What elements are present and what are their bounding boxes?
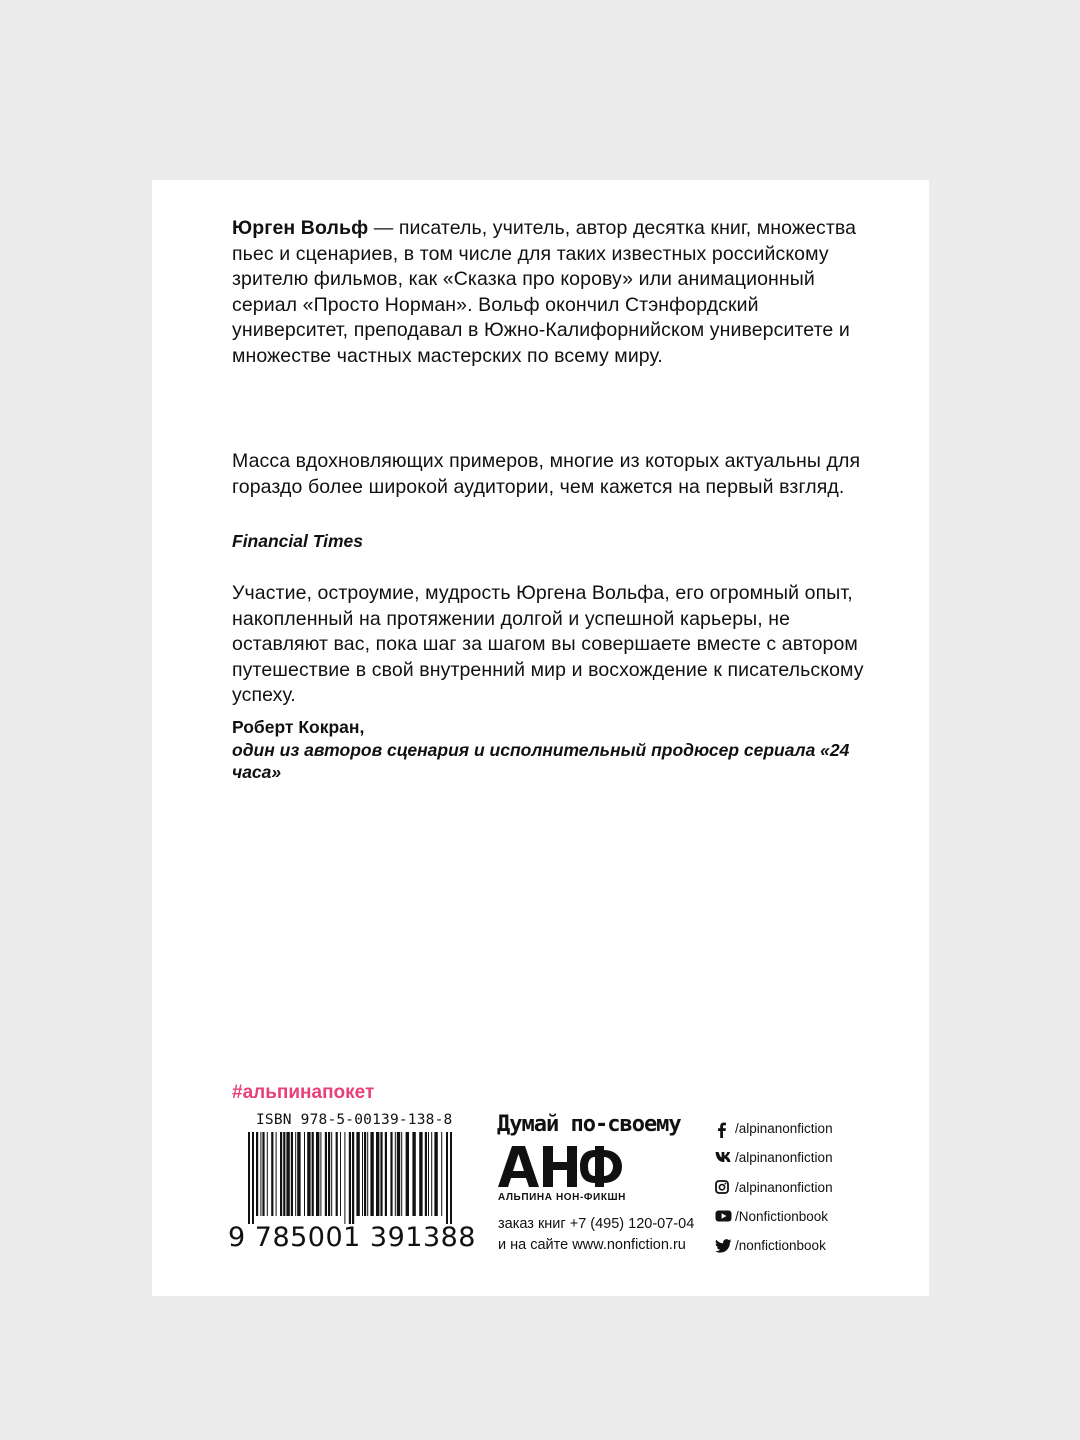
publisher-name: АЛЬПИНА НОН-ФИКШН bbox=[498, 1192, 626, 1203]
twitter-icon bbox=[715, 1239, 732, 1253]
social-handle: /alpinanonfiction bbox=[735, 1121, 833, 1137]
order-phone: заказ книг +7 (495) 120-07-04 bbox=[498, 1216, 695, 1232]
instagram-icon bbox=[715, 1180, 732, 1194]
review-quote-1: Масса вдохновляющих примеров, многие из которых актуальны для гораздо более широкой аудитории, чем кажется на первый взгляд. bbox=[232, 450, 861, 498]
book-back-cover bbox=[152, 180, 929, 1296]
author-name: Юрген Вольф bbox=[232, 217, 369, 239]
social-handle: /alpinanonfiction bbox=[735, 1179, 833, 1195]
barcode-bars bbox=[230, 1132, 470, 1224]
publisher-logo bbox=[498, 1146, 622, 1188]
order-website: и на сайте www.nonfiction.ru bbox=[498, 1237, 686, 1253]
author-bio-text: — писатель, учитель, автор десятка книг, множества пьес и сценариев, в том числе для таких известных российскому зрителю фильмов, как «Сказка про корову» или анимационный сериал «Просто Норман». Вольф окончил Стэнфордский университет, преподавал в Южно-Калифорнийском университете и множестве частных мастерских по всему миру. bbox=[232, 217, 857, 367]
review-source-2-role: один из авторов сценария и исполнительный продюсер сериала «24 часа» bbox=[232, 739, 850, 782]
facebook-icon bbox=[715, 1122, 732, 1136]
barcode bbox=[228, 1110, 476, 1256]
youtube-icon bbox=[715, 1210, 732, 1224]
isbn-text: ISBN 978-5-00139-138-8 bbox=[256, 1112, 453, 1128]
ean-digits: 9 785001 391388 bbox=[228, 1222, 476, 1253]
author-bio bbox=[232, 216, 872, 370]
review-source-1: Financial Times bbox=[232, 531, 363, 551]
hashtag: #альпинапокет bbox=[232, 1082, 375, 1103]
social-handle: /alpinanonfiction bbox=[735, 1150, 833, 1166]
social-facebook bbox=[715, 1114, 833, 1143]
publisher-slogan: Думай по-своему bbox=[497, 1112, 681, 1137]
social-vk bbox=[715, 1143, 833, 1172]
social-handle: /Nonfictionbook bbox=[735, 1209, 829, 1225]
review-quote-2: Участие, остроумие, мудрость Юргена Вольфа, его огромный опыт, накопленный на протяжении долгой и успешной карьеры, не оставляют вас, пока шаг за шагом вы совершаете вместе с автором путешествие в свой внутренний мир и восхождение к писательскому успеху. bbox=[232, 582, 864, 707]
social-links bbox=[715, 1114, 833, 1260]
review-source-2-name: Роберт Кокран, bbox=[232, 717, 365, 737]
social-youtube bbox=[715, 1202, 833, 1231]
social-instagram bbox=[715, 1173, 833, 1202]
social-handle: /nonfictionbook bbox=[735, 1238, 826, 1254]
order-info bbox=[498, 1214, 694, 1256]
vk-icon bbox=[715, 1151, 732, 1165]
social-twitter bbox=[715, 1231, 833, 1260]
review-source-2 bbox=[232, 716, 872, 784]
